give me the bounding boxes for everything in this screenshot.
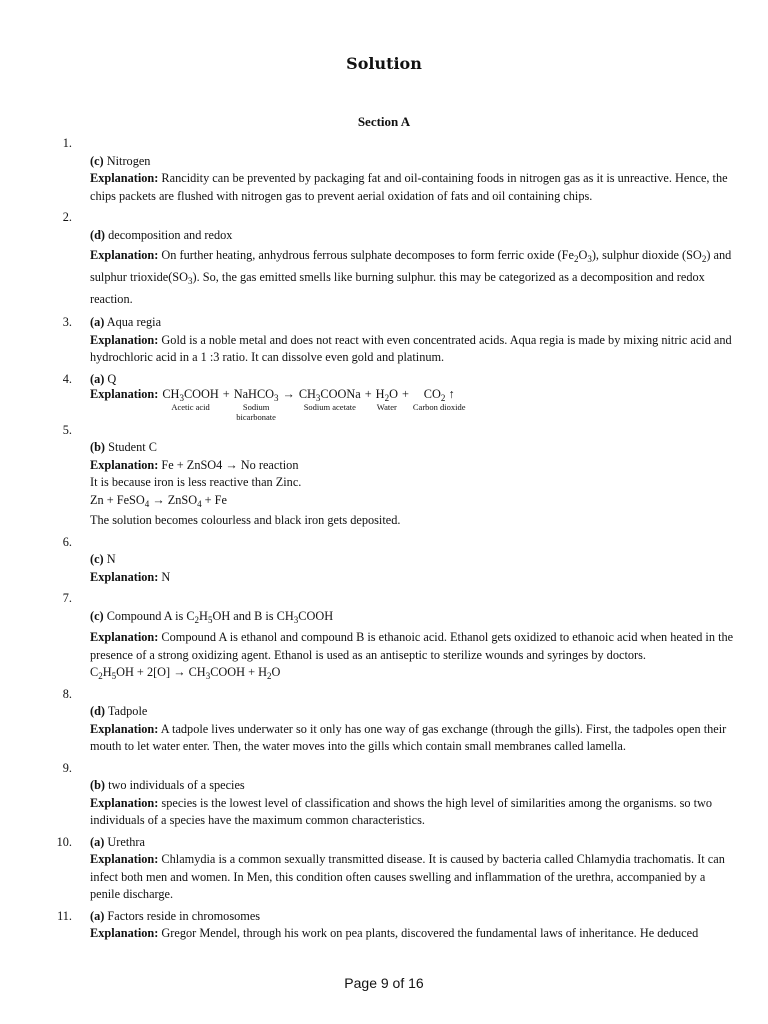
solutions-list [0, 135, 768, 943]
explanation-label: Explanation: [90, 569, 159, 584]
term-label: Carbon dioxide [412, 401, 466, 412]
answer-text: Nitrogen [106, 153, 151, 168]
page-footer: Page 9 of 16 [344, 975, 424, 991]
answer-option: (b) [90, 778, 106, 793]
explanation-label: Explanation: [90, 457, 159, 472]
reaction-arrow: → [282, 387, 295, 401]
answer-text: two individuals of a species [108, 778, 245, 793]
question-number: 7. [62, 591, 72, 606]
explanation-text: ). So, the gas emitted smells like burning sulphur. this may be categorized as a decomposition and redox reaction. [90, 270, 705, 306]
answer-option: (a) [90, 371, 105, 386]
explanation-text: Compound A is ethanol and compound B is ethanoic acid. Ethanol gets oxidized to ethanoic acid when heated in the presence of a strong oxidizing agent. Ethanol is used as an antiseptic to sterilize wounds and syringes by doctors. [90, 630, 734, 662]
answer-option: (b) [90, 440, 106, 455]
subscript: 3 [587, 254, 592, 264]
page-title: Solution [346, 54, 422, 73]
question-8 [0, 686, 768, 756]
question-9 [0, 760, 768, 830]
question-7 [0, 590, 768, 682]
answer-option: (d) [90, 227, 106, 242]
question-number: 2. [62, 210, 72, 224]
question-number: 4. [62, 371, 72, 386]
explanation-text: Gold is a noble metal and does not react with even concentrated acids. Aqua regia is made by mixing nitric acid and hydrochloric acid in a 1 :3 ratio. It can dissolve even gold and platinum. [90, 332, 732, 364]
question-number: 9. [62, 760, 72, 775]
question-3 [0, 314, 768, 367]
answer-line: (c) Compound A is $C_2H_5OH$ and B is $CH_3COOH$ [90, 608, 334, 625]
question-6 [0, 534, 768, 587]
explanation-line: It is because iron is less reactive than Zinc. [90, 475, 302, 490]
explanation-text: species is the lowest level of classification and shows the high level of similarities among the organisms. so two individuals of a species have the maximum common characteristics. [90, 795, 713, 828]
explanation-paragraph [90, 244, 734, 310]
question-5 [0, 422, 768, 530]
question-2 [0, 209, 768, 310]
answer-option: (a) [90, 908, 105, 923]
explanation-text: Fe + ZnSO4 → No reaction [161, 457, 299, 472]
question-number: 1. [62, 136, 72, 150]
term-label: Water [376, 401, 397, 412]
question-number: 8. [62, 686, 72, 701]
term-label: Acetic acid [171, 401, 210, 412]
answer-option: (a) [90, 315, 105, 329]
equation-term-sodium-bicarbonate: NaHCO$_3$ Sodium bicarbonate [233, 387, 279, 422]
explanation-label: Explanation: [90, 852, 159, 867]
answer-text: Aqua regia [106, 315, 162, 329]
answer-text: Tadpole [107, 704, 148, 719]
answer-text: Factors reside in chromosomes [107, 908, 261, 923]
term-label: Sodium bicarbonate [236, 401, 276, 422]
equation-term-water: $H_2O$ Water [375, 387, 398, 412]
explanation-text: N [161, 569, 171, 584]
question-number: 5. [62, 422, 72, 437]
answer-text: Student C [108, 440, 157, 455]
explanation-line: The solution becomes colourless and black iron gets deposited. [90, 513, 401, 528]
section-title: Section A [357, 114, 411, 129]
explanation-text: O [578, 248, 588, 262]
equation-term-acetic-acid: $CH_3COOH$ Acetic acid [162, 387, 219, 412]
explanation-label: Explanation: [90, 795, 159, 810]
question-number: 3. [62, 315, 72, 329]
question-number: 6. [62, 534, 72, 549]
answer-text: Q [107, 371, 117, 386]
reaction-line: $C_2H_5OH + 2[O]$ → $CH_3COOH + H_2O$ [90, 665, 281, 682]
explanation-text: A tadpole lives underwater so it only has one way of gas exchange (through the gills). First, the tadpoles open their mouth to let water enter. Then, the water moves into the gills which contain small membranes called lamella. [90, 721, 727, 754]
explanation-label: Explanation: [90, 332, 159, 347]
answer-text: Urethra [107, 834, 145, 849]
answer-option: (c) [90, 552, 104, 567]
term-label: Sodium acetate [303, 401, 356, 412]
equation-term-carbon-dioxide: $CO_2$ ↑ Carbon dioxide [412, 387, 466, 412]
answer-option: (c) [90, 153, 104, 168]
explanation-text: Chlamydia is a common sexually transmitted disease. It is caused by bacteria called Chlamydia trachomatis. It can infect both men and women. In Men, this condition often causes swelling and inflammation of the urethra, accompanied by a penile discharge. [90, 852, 725, 902]
plus-sign: + [364, 387, 372, 401]
explanation-label: Explanation: [90, 248, 159, 262]
question-number: 11. [57, 908, 72, 923]
explanation-label: Explanation: [90, 721, 159, 736]
explanation-text: Gregor Mendel, through his work on pea plants, discovered the fundamental laws of inheritance. He deduced [161, 926, 699, 941]
explanation-text: On further heating, anhydrous ferrous sulphate decomposes to form ferric oxide (Fe [161, 248, 574, 262]
explanation-text: ), sulphur dioxide (SO [591, 248, 702, 262]
answer-option: (a) [90, 834, 105, 849]
answer-option: (d) [90, 704, 106, 719]
chemical-equation [90, 388, 734, 422]
explanation-label: Explanation: [90, 171, 159, 185]
plus-sign: + [222, 387, 230, 401]
answer-text: decomposition and redox [108, 227, 233, 242]
question-1 [0, 135, 768, 205]
answer-text: N [106, 552, 116, 567]
question-11 [0, 908, 768, 943]
explanation-label: Explanation: [90, 630, 159, 645]
explanation-label: Explanation: [90, 387, 159, 401]
equation-term-sodium-acetate: $CH_3COONa$ Sodium acetate [298, 387, 361, 412]
subscript: 3 [188, 276, 193, 286]
subscript: 2 [573, 254, 579, 264]
question-10 [0, 834, 768, 904]
explanation-text: ) and sulphur trioxide(SO [90, 248, 732, 284]
reaction-line: Zn + FeSO$_4$ → ZnSO$_4$ + Fe [90, 492, 227, 509]
question-number: 10. [56, 834, 72, 849]
plus-sign: + [401, 387, 409, 401]
explanation-label: Explanation: [90, 926, 159, 941]
answer-option: (c) [90, 608, 104, 623]
question-4 [0, 371, 768, 422]
explanation-text: Rancidity can be prevented by packaging fat and oil-containing foods in nitrogen gas as it is unreactive. Hence, the chips packets are flushed with nitrogen gas to prevent aerial oxidation of fats and oil containing chips. [90, 171, 728, 203]
subscript: 2 [701, 254, 707, 264]
